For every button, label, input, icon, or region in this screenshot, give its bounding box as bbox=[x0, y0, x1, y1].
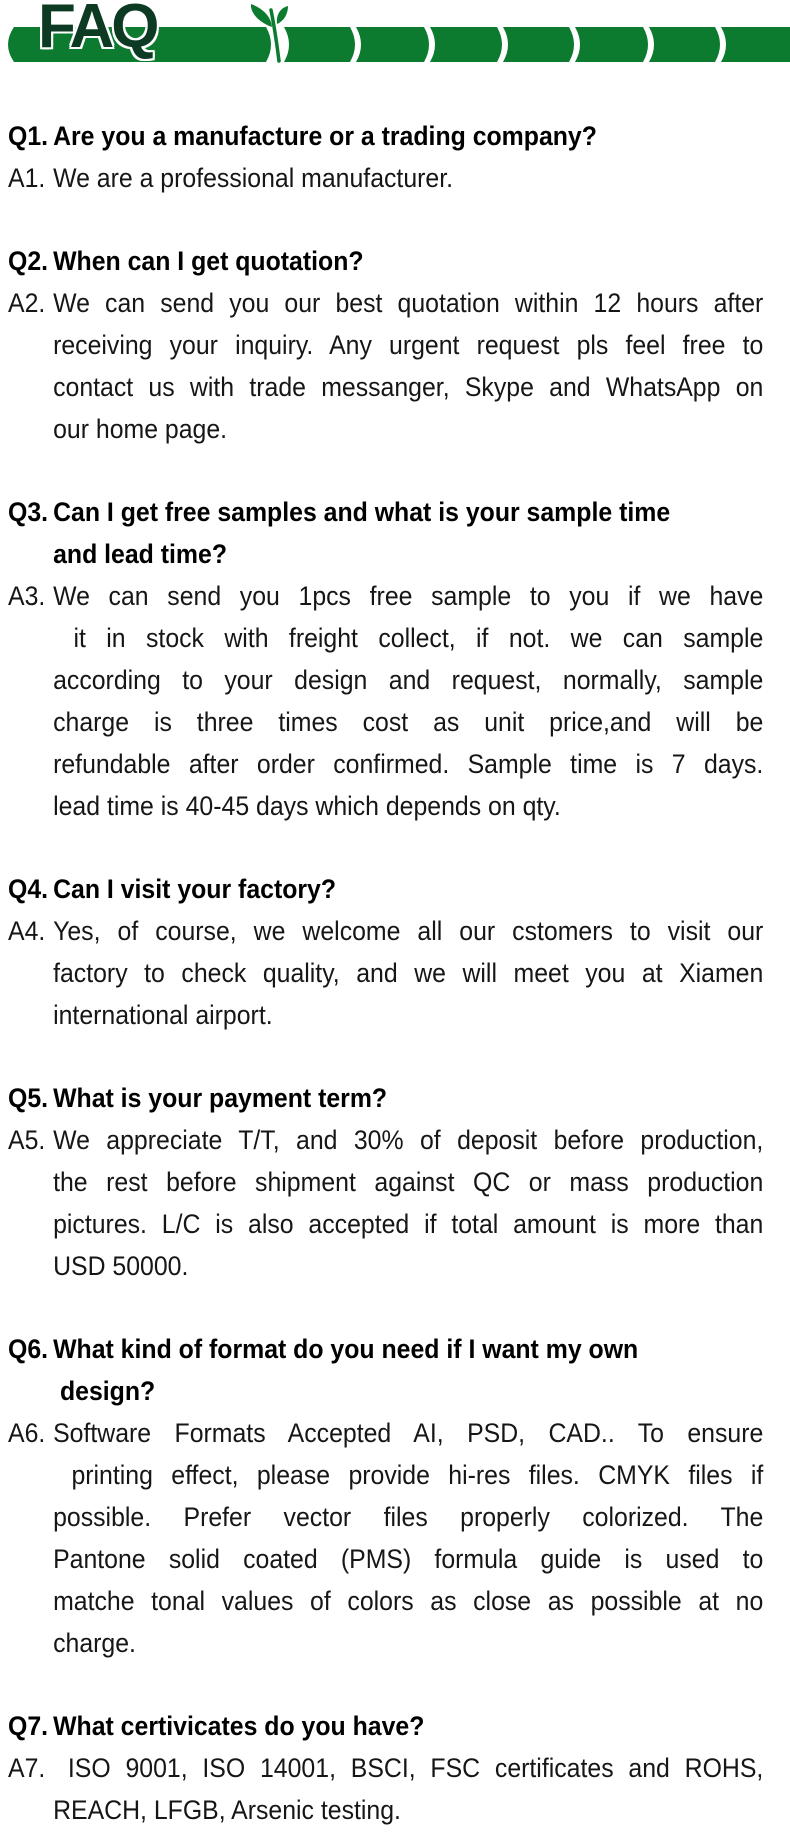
faq-question-line: What kind of format do you need if I want my own bbox=[53, 1334, 639, 1364]
faq-item bbox=[8, 491, 790, 827]
faq-item bbox=[8, 1328, 790, 1664]
faq-answer-line: factory to check quality, and we will meet you at Xiamen bbox=[53, 958, 764, 988]
faq-answer-line: printing effect, please provide hi-res files. CMYK files if bbox=[53, 1460, 764, 1490]
faq-item bbox=[8, 1077, 790, 1287]
faq-answer bbox=[8, 910, 764, 1036]
faq-answer-line: Yes, of course, we welcome all our cstomers to visit our bbox=[53, 916, 764, 946]
question-label: Q6. bbox=[8, 1334, 49, 1364]
faq-question bbox=[8, 115, 727, 157]
faq-answer bbox=[8, 1412, 764, 1664]
faq-answer-line: Software Formats Accepted AI, PSD, CAD.. To ensure bbox=[53, 1418, 764, 1448]
faq-question-line: When can I get quotation? bbox=[53, 246, 364, 276]
faq-answer-line: We appreciate T/T, and 30% of deposit before production, bbox=[53, 1125, 764, 1155]
faq-answer bbox=[8, 157, 727, 199]
question-label: Q2. bbox=[8, 246, 49, 276]
faq-question bbox=[8, 1077, 727, 1119]
answer-lines bbox=[53, 1747, 763, 1831]
faq-answer-line: contact us with trade messanger, Skype and WhatsApp on bbox=[53, 372, 764, 402]
faq-answer-line: USD 50000. bbox=[53, 1251, 189, 1281]
answer-lines bbox=[53, 1119, 763, 1287]
answer-lines bbox=[53, 910, 763, 1036]
question-lines bbox=[53, 1328, 727, 1412]
faq-question bbox=[8, 868, 727, 910]
faq-question bbox=[8, 240, 727, 282]
faq-answer-line: the rest before shipment against QC or mass production bbox=[53, 1167, 764, 1197]
answer-lines bbox=[53, 1412, 763, 1664]
answer-label: A3. bbox=[8, 581, 46, 611]
faq-answer-line: pictures. L/C is also accepted if total amount is more than bbox=[53, 1209, 764, 1239]
question-label: Q5. bbox=[8, 1083, 49, 1113]
faq-answer-line: charge. bbox=[53, 1628, 136, 1658]
faq-item bbox=[8, 1705, 790, 1831]
faq-banner bbox=[0, 0, 790, 66]
faq-question-line: Can I visit your factory? bbox=[53, 874, 337, 904]
faq-answer bbox=[8, 1119, 764, 1287]
answer-lines bbox=[53, 575, 763, 827]
faq-question bbox=[8, 1328, 727, 1412]
faq-answer-line: Pantone solid coated (PMS) formula guide is used to bbox=[53, 1544, 764, 1574]
faq-list bbox=[8, 115, 790, 1841]
faq-question bbox=[8, 491, 727, 575]
faq-question-line: Can I get free samples and what is your sample time bbox=[53, 497, 671, 527]
faq-question-line: What certivicates do you have? bbox=[53, 1711, 425, 1741]
question-lines bbox=[53, 1705, 727, 1747]
question-lines bbox=[53, 240, 727, 282]
faq-item bbox=[8, 868, 790, 1036]
answer-lines bbox=[53, 157, 763, 199]
faq-question-line: Are you a manufacture or a trading company? bbox=[53, 121, 597, 151]
faq-answer bbox=[8, 575, 764, 827]
faq-answer-line: charge is three times cost as unit price,and will be bbox=[53, 707, 764, 737]
answer-label: A6. bbox=[8, 1418, 46, 1448]
question-label: Q1. bbox=[8, 121, 49, 151]
faq-answer-line: REACH, LFGB, Arsenic testing. bbox=[53, 1795, 401, 1825]
faq-answer-line: lead time is 40-45 days which depends on qty. bbox=[53, 791, 561, 821]
question-lines bbox=[53, 868, 727, 910]
answer-lines bbox=[53, 282, 763, 450]
faq-answer-line: We can send you 1pcs free sample to you if we have bbox=[53, 581, 764, 611]
faq-answer-line: matche tonal values of colors as close as possible at no bbox=[53, 1586, 764, 1616]
faq-answer-line: We can send you our best quotation within 12 hours after bbox=[53, 288, 764, 318]
faq-answer bbox=[8, 282, 764, 450]
question-lines bbox=[53, 115, 727, 157]
faq-answer-line: ISO 9001, ISO 14001, BSCI, FSC certificates and ROHS, bbox=[53, 1753, 764, 1783]
faq-answer-line: our home page. bbox=[53, 414, 228, 444]
faq-title: FAQ bbox=[38, 0, 157, 61]
faq-answer-line: We are a professional manufacturer. bbox=[53, 163, 454, 193]
faq-question-line: What is your payment term? bbox=[53, 1083, 388, 1113]
faq-answer-line: refundable after order confirmed. Sample time is 7 days. bbox=[53, 749, 764, 779]
question-lines bbox=[53, 1077, 727, 1119]
faq-answer bbox=[8, 1747, 764, 1831]
faq-item bbox=[8, 240, 790, 450]
question-lines bbox=[53, 491, 727, 575]
answer-label: A1. bbox=[8, 163, 46, 193]
faq-answer-line: receiving your inquiry. Any urgent request pls feel free to bbox=[53, 330, 764, 360]
question-label: Q7. bbox=[8, 1711, 49, 1741]
faq-answer-line: it in stock with freight collect, if not. we can sample bbox=[53, 623, 764, 653]
answer-label: A4. bbox=[8, 916, 46, 946]
faq-question bbox=[8, 1705, 727, 1747]
answer-label: A2. bbox=[8, 288, 46, 318]
faq-answer-line: according to your design and request, normally, sample bbox=[53, 665, 764, 695]
faq-answer-line: possible. Prefer vector files properly colorized. The bbox=[53, 1502, 764, 1532]
faq-answer-line: international airport. bbox=[53, 1000, 273, 1030]
question-label: Q4. bbox=[8, 874, 49, 904]
question-label: Q3. bbox=[8, 497, 49, 527]
faq-question-line: and lead time? bbox=[53, 539, 228, 569]
faq-question-line: design? bbox=[53, 1376, 156, 1406]
faq-item bbox=[8, 115, 790, 199]
answer-label: A7. bbox=[8, 1753, 46, 1783]
answer-label: A5. bbox=[8, 1125, 46, 1155]
